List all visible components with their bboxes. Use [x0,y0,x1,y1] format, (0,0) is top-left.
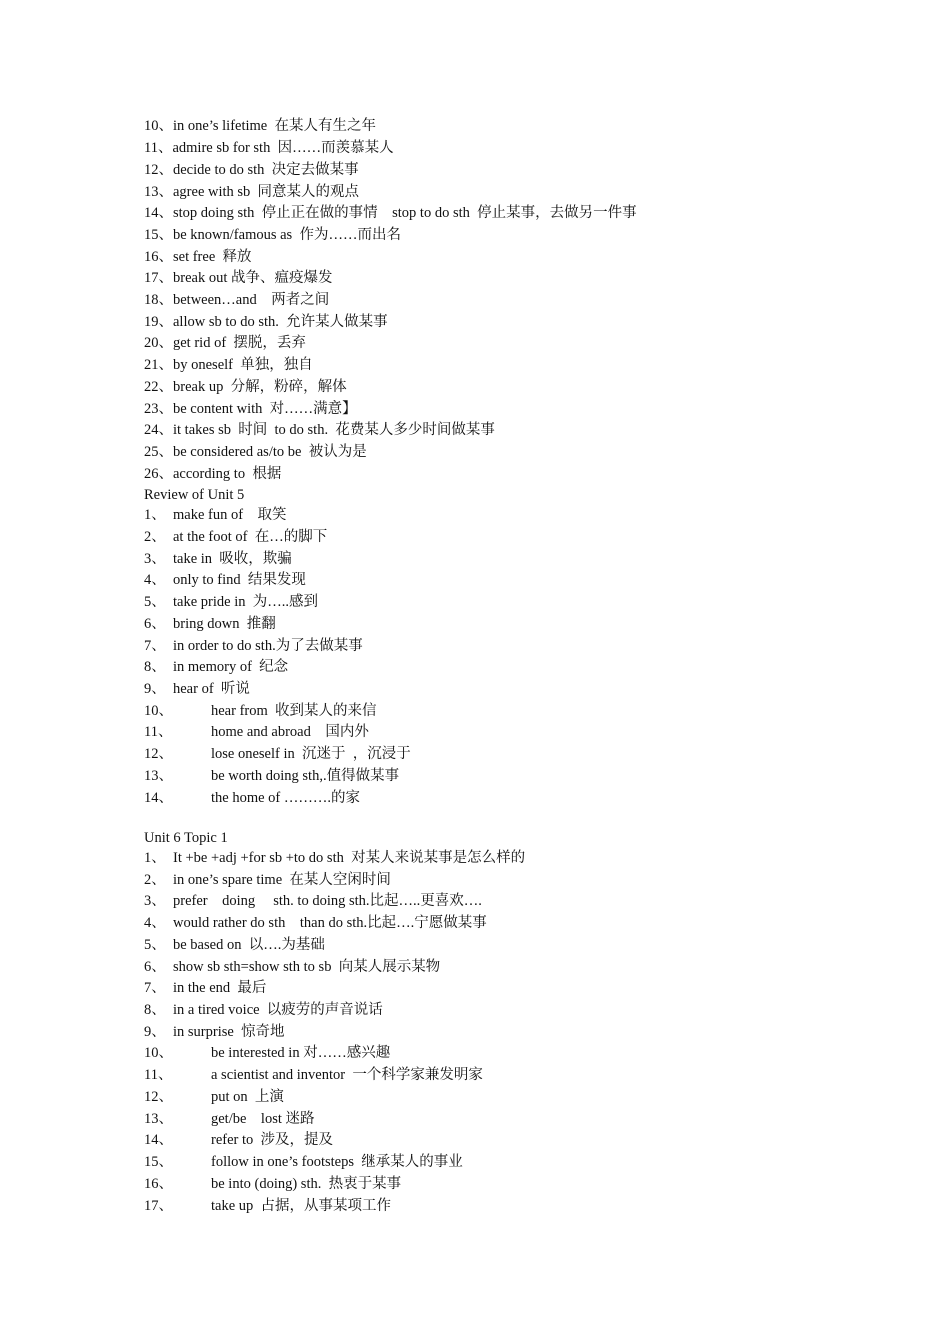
item-number: 13、 [144,768,173,784]
item-number: 17、 [144,270,173,286]
item-text: by oneself 单独，独自 [173,357,313,373]
item-number: 17、 [144,1198,173,1214]
list-item [144,225,401,246]
item-number: 6、 [144,959,166,975]
item-number: 9、 [144,681,166,697]
list-item [144,614,276,635]
item-text: be interested in 对……感兴趣 [211,1045,391,1061]
list-item [144,138,394,159]
item-text: only to find 结果发现 [173,572,306,588]
item-number: 1、 [144,507,166,523]
item-text: prefer doing sth. to doing sth.比起…..更喜欢…. [173,893,482,909]
item-text: admire sb for sth 因……而羡慕某人 [172,140,394,156]
item-text: in the end 最后 [173,980,267,996]
item-text: a scientist and inventor 一个科学家兼发明家 [211,1067,483,1083]
list-item [144,377,347,398]
item-text: in a tired voice 以疲劳的声音说话 [173,1002,383,1018]
list-item [144,1087,284,1108]
section-heading: Review of Unit 5 [144,487,245,503]
item-number: 11、 [144,1067,173,1083]
list-item [144,442,367,463]
list-item [144,1196,391,1217]
item-number: 4、 [144,915,166,931]
list-item [144,1174,401,1195]
item-number: 11、 [144,140,173,156]
item-number: 12、 [144,162,173,178]
list-item [144,766,399,787]
list-item [144,722,369,743]
item-number: 26、 [144,466,173,482]
item-number: 5、 [144,937,166,953]
item-text: be worth doing sth,.值得做某事 [211,768,400,784]
item-number: 2、 [144,529,166,545]
item-number: 8、 [144,659,166,675]
item-number: 11、 [144,724,173,740]
list-item [144,1152,463,1173]
item-text: hear of 听说 [173,681,250,697]
item-text: lose oneself in 沉迷于 ，沉浸于 [211,746,411,762]
list-item [144,268,332,289]
item-text: it takes sb 时间 to do sth. 花费某人多少时间做某事 [173,422,495,438]
item-number: 12、 [144,1089,173,1105]
item-text: agree with sb 同意某人的观点 [173,184,360,200]
item-number: 24、 [144,422,173,438]
item-number: 5、 [144,594,166,610]
list-item [144,355,313,376]
item-number: 4、 [144,572,166,588]
item-text: get rid of 摆脱，丢弃 [173,335,306,351]
list-item [144,1022,285,1043]
list-item [144,420,495,441]
item-number: 14、 [144,205,173,221]
list-item [144,203,637,224]
item-number: 23、 [144,401,173,417]
item-number: 7、 [144,638,166,654]
list-item [144,848,525,869]
item-number: 10、 [144,1045,173,1061]
item-text: be considered as/to be 被认为是 [173,444,367,460]
list-item [144,744,411,765]
list-item [144,978,266,999]
item-number: 2、 [144,872,166,888]
item-text: allow sb to do sth. 允许某人做某事 [173,314,388,330]
item-text: take pride in 为…..感到 [173,594,318,610]
item-number: 8、 [144,1002,166,1018]
list-item [144,570,306,591]
list-item [144,549,292,570]
list-item [144,592,318,613]
item-text: It +be +adj +for sb +to do sth 对某人来说某事是怎么样的 [173,850,526,866]
item-text: in memory of 纪念 [173,659,289,675]
item-number: 25、 [144,444,173,460]
list-item [144,657,288,678]
item-text: bring down 推翻 [173,616,276,632]
item-number: 15、 [144,227,173,243]
item-text: take in 吸收，欺骗 [173,551,292,567]
item-text: stop doing sth 停止正在做的事情 stop to do sth 停止某事，去做另一件事 [173,205,637,221]
item-number: 10、 [144,118,173,134]
item-text: make fun of 取笑 [173,507,287,523]
item-number: 13、 [144,184,173,200]
item-text: in surprise 惊奇地 [173,1024,285,1040]
item-number: 3、 [144,551,166,567]
item-text: follow in one’s footsteps 继承某人的事业 [211,1154,463,1170]
item-text: at the foot of 在…的脚下 [173,529,328,545]
item-text: refer to 涉及，提及 [211,1132,334,1148]
item-number: 22、 [144,379,173,395]
list-item [144,1109,315,1130]
item-text: be based on 以….为基础 [173,937,325,953]
list-item [144,788,360,809]
item-number: 13、 [144,1111,173,1127]
list-item [144,636,363,657]
item-number: 16、 [144,1176,173,1192]
item-number: 7、 [144,980,166,996]
item-number: 14、 [144,790,173,806]
list-item [144,290,329,311]
item-text: between…and 两者之间 [173,292,330,308]
item-text: hear from 收到某人的来信 [211,703,377,719]
list-item [144,891,482,912]
list-item [144,247,252,268]
item-number: 14、 [144,1132,173,1148]
item-text: take up 占据，从事某项工作 [211,1198,392,1214]
item-text: break up 分解，粉碎，解体 [173,379,347,395]
list-item [144,116,376,137]
item-text: would rather do sth than do sth.比起….宁愿做某事 [173,915,487,931]
item-number: 15、 [144,1154,173,1170]
list-item [144,1043,390,1064]
list-item [144,505,287,526]
list-item [144,527,327,548]
item-number: 21、 [144,357,173,373]
item-number: 12、 [144,746,173,762]
list-item [144,333,306,354]
item-number: 9、 [144,1024,166,1040]
item-text: set free 释放 [173,249,252,265]
list-item [144,701,377,722]
item-text: the home of ……….的家 [211,790,361,806]
list-item [144,957,440,978]
item-number: 6、 [144,616,166,632]
item-number: 10、 [144,703,173,719]
item-text: break out 战争、瘟疫爆发 [173,270,333,286]
item-text: in one’s spare time 在某人空闲时间 [173,872,391,888]
item-text: be into (doing) sth. 热衷于某事 [211,1176,402,1192]
item-text: get/be lost 迷路 [211,1111,315,1127]
list-item [144,679,250,700]
item-text: home and abroad 国内外 [211,724,369,740]
item-number: 3、 [144,893,166,909]
list-item [144,913,487,934]
section-heading: Unit 6 Topic 1 [144,830,228,846]
list-item [144,182,359,203]
item-text: be content with 对……满意】 [173,401,357,417]
list-item [144,160,359,181]
list-item [144,1065,483,1086]
item-number: 18、 [144,292,173,308]
list-item [144,935,325,956]
item-text: put on 上演 [211,1089,284,1105]
item-text: in order to do sth.为了去做某事 [173,638,363,654]
item-text: in one’s lifetime 在某人有生之年 [173,118,376,134]
list-item [144,464,281,485]
item-text: according to 根据 [173,466,282,482]
list-item [144,1000,383,1021]
list-item [144,1130,333,1151]
list-item [144,312,388,333]
item-text: be known/famous as 作为……而出名 [173,227,401,243]
item-text: decide to do sth 决定去做某事 [173,162,359,178]
item-number: 20、 [144,335,173,351]
item-number: 16、 [144,249,173,265]
item-text: show sb sth=show sth to sb 向某人展示某物 [173,959,441,975]
item-number: 19、 [144,314,173,330]
list-item [144,870,391,891]
item-number: 1、 [144,850,166,866]
list-item [144,399,357,420]
